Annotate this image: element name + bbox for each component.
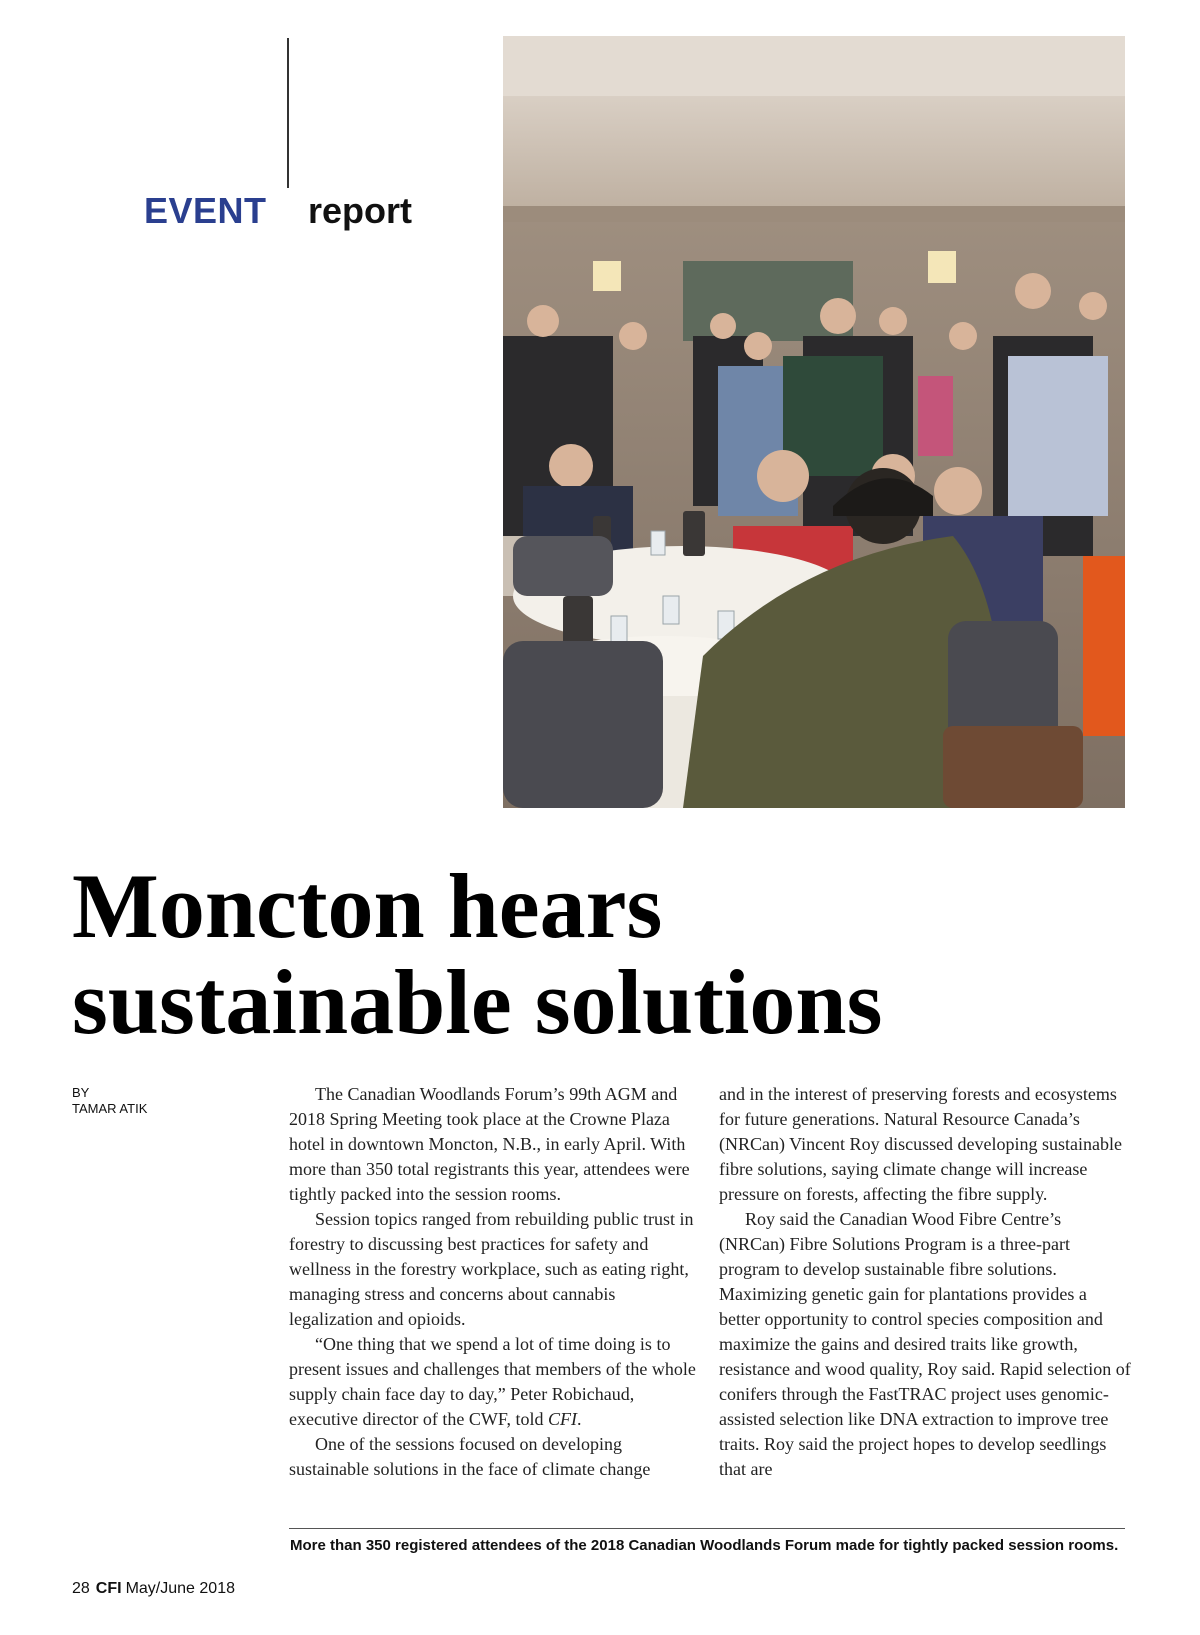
caption-rule [289, 1528, 1125, 1529]
paragraph-continued: and in the interest of preserving forests and ecosystems for future generations. Natural Resource Canada’s (NRCan) Vincent Roy discussed developing sustainable fibre solutions, saying climate change will increase pressure on forests, affecting the fibre supply. [719, 1084, 1123, 1204]
headline-line-2: sustainable solutions [72, 951, 883, 1053]
section-label-report: report [308, 190, 413, 231]
byline-author: TAMAR ATIK [72, 1101, 148, 1116]
byline [72, 1085, 147, 1117]
conference-photo-icon [503, 36, 1125, 808]
page-footer [72, 1580, 235, 1598]
photo-caption: More than 350 registered attendees of the 2018 Canadian Woodlands Forum made for tightly packed session rooms. [290, 1537, 1119, 1554]
paragraph: One of the sessions focused on developing sustainable solutions in the face of climate change [289, 1434, 651, 1479]
quote-text: “One thing that we spend a lot of time doing is to present issues and challenges that members of the whole supply chain face day to day,” Peter Robichaud, executive director of the CWF, told [289, 1334, 696, 1429]
quote-end: . [576, 1409, 582, 1429]
byline-by: BY [72, 1085, 90, 1100]
section-divider [287, 38, 289, 188]
article-column-1 [289, 1082, 701, 1482]
article-column-2 [719, 1082, 1131, 1482]
paragraph: Session topics ranged from rebuilding public trust in forestry to discussing best practices for safety and wellness in the forestry workplace, such as eating right, managing stress and concerns about cannabis legalization and opioids. [289, 1209, 694, 1329]
magazine-name: CFI [95, 1580, 122, 1597]
headline-line-1: Moncton hears [72, 855, 663, 957]
issue-date: May/June 2018 [125, 1580, 235, 1597]
paragraph-quote [289, 1332, 701, 1432]
paragraph: Roy said the Canadian Wood Fibre Centre’s (NRCan) Fibre Solutions Program is a three-part program to develop sustainable fibre solutions. Maximizing genetic gain for plantations provides a better opportunity to control species composition and maximize the gains and desired traits like growth, resistance and wood quality, Roy said. Rapid selection of conifers through the FastTRAC project uses genomic-assisted selection like DNA extraction to improve tree traits. Roy said the project hopes to develop seedlings that are [719, 1209, 1131, 1479]
magazine-name-italic: CFI [547, 1409, 577, 1429]
paragraph: The Canadian Woodlands Forum’s 99th AGM and 2018 Spring Meeting took place at the Crowne Plaza hotel in downtown Moncton, N.B., in early April. With more than 350 total registrants this year, attendees were tightly packed into the session rooms. [289, 1084, 690, 1204]
page-number: 28 [72, 1580, 90, 1597]
conference-photo [503, 36, 1125, 808]
section-label-event: EVENT [144, 190, 267, 231]
headline [72, 855, 1132, 1053]
